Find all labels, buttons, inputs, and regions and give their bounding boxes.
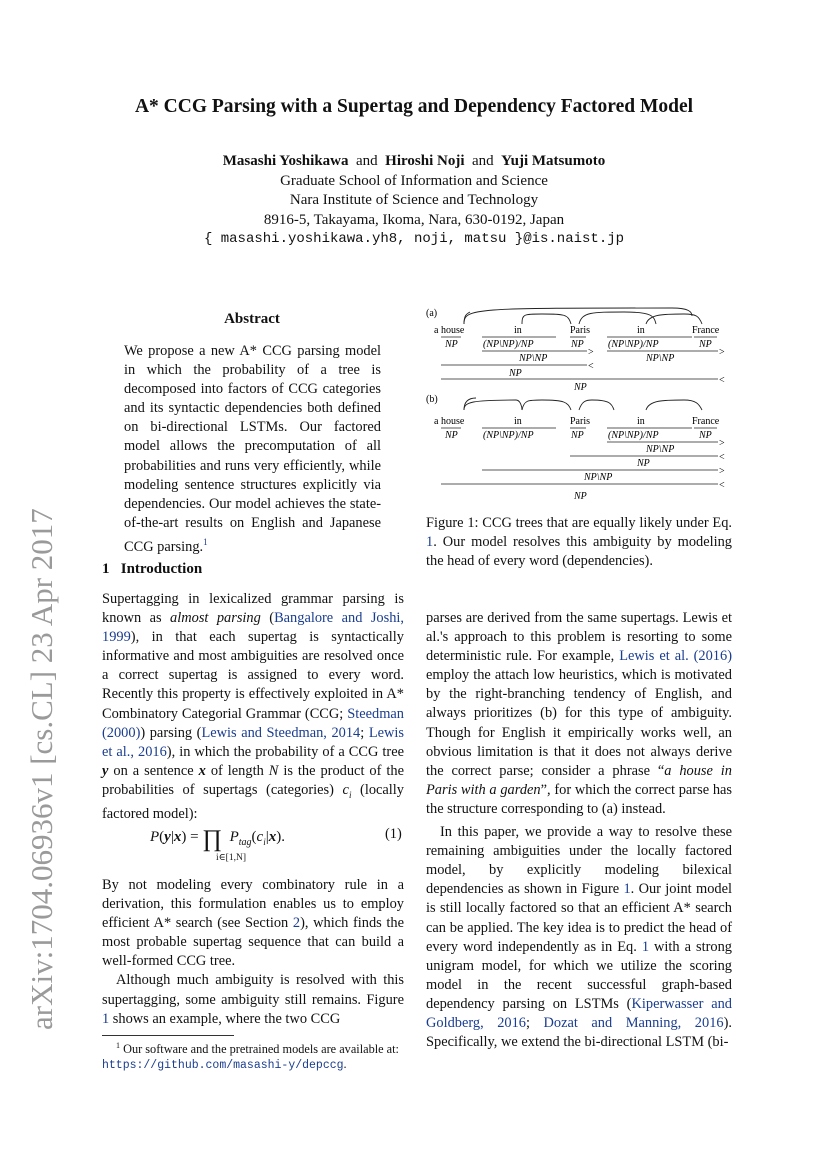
svg-text:NP\NP: NP\NP <box>646 444 675 455</box>
equation-link[interactable]: 1 <box>641 938 650 955</box>
equation-link[interactable]: 1 <box>426 534 434 551</box>
intro-paragraph-2: By not modeling every combinatory rule in a derivation, this formulation enables us to employ efficient A* search (see Section 2), which finds the most probable supertag sequence that can build a well-formed CCG tree. Although much ambiguity is resolved with this supertagging, some ambiguity still remains. Figure 1 shows an example, where the two CCG <box>102 877 404 1027</box>
word: a house <box>434 416 465 427</box>
figure-1-caption: Figure 1: CCG trees that are equally likely under Eq. 1. Our model resolves this ambiguity by modeling the head of every word (dependencies). <box>426 515 732 570</box>
dependency-arcs-a <box>464 308 702 324</box>
paper-title: A* CCG Parsing with a Supertag and Dependency Factored Model <box>134 96 694 117</box>
author-emails: { masashi.yoshikawa.yh8, noji, matsu }@is.naist.jp <box>203 231 625 247</box>
paragraph: parses are derived from the same supertags. Lewis et al.'s approach to this problem is resorting to some deterministic rule. For example, Lewis et al. (2016) employ the attach low heuristics, which is motivated by the right-branching tendency of English, and always prioritizes (b) for this type of ambiguity. Though for English it empirically works well, an obvious limitation is that it does not always derive the correct parse; consider a phrase “a house in Paris with a garden”, for which the correct parse has the structure corresponding to (a) instead. <box>426 610 732 817</box>
svg-text:NP: NP <box>509 368 522 379</box>
derivation-lines-b <box>441 442 718 484</box>
figure-link[interactable]: 1 <box>623 881 631 898</box>
svg-text:(NP\NP)/NP: (NP\NP)/NP <box>483 430 534 441</box>
svg-text:>: > <box>588 347 594 358</box>
word: in <box>514 325 522 336</box>
svg-text:NP: NP <box>574 491 587 502</box>
svg-text:>: > <box>719 347 725 358</box>
citation-link[interactable]: Lewis et al. (2016) <box>619 648 732 665</box>
footnote-rule <box>102 1035 234 1036</box>
affiliation-line: Nara Institute of Science and Technology <box>289 192 539 208</box>
citation-link[interactable]: Lewis and Steedman, 2014 <box>201 724 361 741</box>
dependency-arcs-b <box>464 398 702 410</box>
category: (NP\NP)/NP <box>483 339 534 350</box>
word: a house <box>434 325 465 336</box>
equation-number: (1) <box>385 826 402 842</box>
section-title: Introduction <box>120 561 203 577</box>
svg-text:NP\NP: NP\NP <box>646 353 675 364</box>
ccg-tree-figure <box>424 306 729 506</box>
footnote: $^1$ Our software and the pretrained models are available at: https://github.com/masashi-y/depccg. <box>102 1041 399 1073</box>
figure-1 <box>424 306 729 506</box>
section-number: 1 <box>102 561 110 577</box>
category: NP <box>699 339 712 350</box>
word: Paris <box>570 325 590 336</box>
word: in <box>637 416 645 427</box>
author-name: Hiroshi Noji <box>385 153 465 169</box>
paragraph: In this paper, we provide a way to resolve these remaining ambiguities under the locally factored model, by explicitly modeling bilexical dependencies as shown in Figure 1. Our joint model is still locally factored so that an efficient A* search can be applied. The key idea is to predict the head of every word independently as in Eq. 1 with a strong unigram model, for which we utilize the scoring model in the recent successful graph-based dependency parsing on LSTMs (Kiperwasser and Goldberg, 2016; Dozat and Manning, 2016). Specifically, we extend the bi-directional LSTM (bi- <box>426 824 732 1051</box>
abstract-heading: Abstract <box>224 311 280 327</box>
svg-text:<: < <box>719 375 725 386</box>
citation-link[interactable]: Bangalore and Joshi, 1999 <box>102 610 405 646</box>
svg-text:(NP\NP)/NP: (NP\NP)/NP <box>608 430 659 441</box>
arxiv-identifier: arXiv:1704.06936v1 [cs.CL] 23 Apr 2017 <box>24 508 59 1030</box>
svg-text:NP: NP <box>445 430 458 441</box>
abstract-text: We propose a new A* CCG parsing model in which the probability of a tree is decomposed into factors of CCG categories and its syntactic dependencies both defined on bi-directional LSTMs. Our factored model allows the precomputation of all probabilities and runs very efficiently, while modeling sentence structures explicitly via dependencies. Our model achieves the state-of-the-art results on English and Japanese CCG parsing. <box>124 343 381 555</box>
author-block <box>0 152 828 250</box>
word: France <box>692 416 720 427</box>
category: NP <box>571 339 584 350</box>
author-name: Yuji Matsumoto <box>501 153 606 169</box>
section-heading-introduction <box>102 561 202 578</box>
equation-1: P(y|x) = ∏ $P_{tag}(c_i|x)$. <box>150 826 285 852</box>
svg-text:NP: NP <box>637 458 650 469</box>
word: France <box>692 325 720 336</box>
citation-link[interactable]: Dozat and Manning, 2016 <box>543 1014 724 1031</box>
svg-text:<: < <box>719 452 725 463</box>
intro-paragraph-1: Supertagging in lexicalized grammar parsing is known as almost parsing (Bangalore and Joshi, 1999), in that each supertag is syntactically informative and most ambiguities are resolved once a correct supertag is assigned to every word. Recently this property is effectively exploited in A* Combinatory Categorial Grammar (CCG; Steedman (2000)) parsing (Lewis and Steedman, 2014; Lewis et al., 2016), in which the probability of a CCG tree y on a sentence x of length N is the product of the probabilities of supertags (categories) $c_i$ (locally factored model): <box>102 591 405 822</box>
word: Paris <box>570 416 590 427</box>
footnote-marker[interactable]: 1 <box>203 536 208 547</box>
footnote-url-link[interactable]: https://github.com/masashi-y/depccg <box>102 1059 344 1073</box>
author-and: and <box>356 153 378 169</box>
citation-link[interactable]: Lewis et al., 2016 <box>102 724 404 760</box>
right-column-body <box>426 609 732 1052</box>
svg-text:>: > <box>719 438 725 449</box>
citation-link[interactable]: Kiperwasser and Goldberg, 2016 <box>426 995 732 1031</box>
svg-text:NP\NP: NP\NP <box>519 353 548 364</box>
svg-text:>: > <box>719 466 725 477</box>
section-link[interactable]: 2 <box>292 915 301 932</box>
equation-subscript: i∈[1,N] <box>216 853 246 863</box>
figure-link[interactable]: 1 <box>102 1010 110 1027</box>
citation-link[interactable]: Steedman (2000) <box>102 705 404 741</box>
svg-text:<: < <box>588 361 594 372</box>
category: (NP\NP)/NP <box>608 339 659 350</box>
abstract-body <box>124 342 381 557</box>
author-name: Masashi Yoshikawa <box>222 153 349 169</box>
svg-text:NP: NP <box>699 430 712 441</box>
figure-panel-label-b: (b) <box>426 394 438 405</box>
word: in <box>514 416 522 427</box>
affiliation-line: Graduate School of Information and Science <box>280 172 548 189</box>
affiliation-line: 8916-5, Takayama, Ikoma, Nara, 630-0192, Japan <box>263 211 565 228</box>
author-names <box>0 152 828 172</box>
figure-panel-label-a: (a) <box>426 308 438 319</box>
svg-text:NP: NP <box>574 382 587 393</box>
svg-text:<: < <box>719 480 725 491</box>
arxiv-side-stamp <box>10 300 70 1030</box>
derivation-lines-a <box>441 351 718 379</box>
svg-text:NP: NP <box>571 430 584 441</box>
author-and: and <box>472 153 494 169</box>
category: NP <box>445 339 458 350</box>
svg-text:NP\NP: NP\NP <box>584 472 613 483</box>
word: in <box>637 325 645 336</box>
